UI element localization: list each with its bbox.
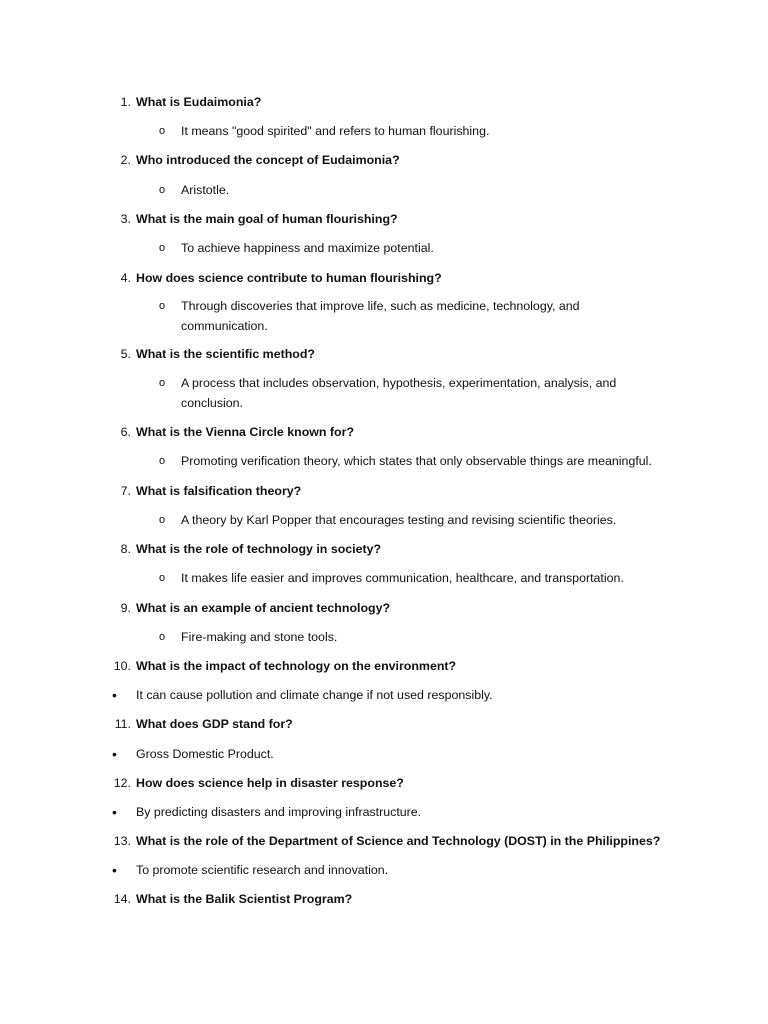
answer-text: It can cause pollution and climate change if not used responsibly. (136, 688, 493, 702)
question-number: 7. (120, 484, 131, 498)
answer-text: Promoting verification theory, which states that only observable things are meaningful. (181, 454, 652, 468)
sub-bullet-marker: o (159, 514, 166, 526)
sub-bullet-marker: o (159, 242, 166, 254)
answer-text: Fire-making and stone tools. (181, 630, 338, 644)
sub-bullet-marker: o (159, 300, 166, 312)
question-number: 5. (120, 347, 131, 361)
question-number: 8. (120, 542, 131, 556)
question-text: What is the role of technology in society? (136, 542, 382, 556)
question-text: What is Eudaimonia? (136, 95, 262, 109)
question-11 (114, 716, 293, 732)
answer-8 (159, 570, 624, 586)
question-10 (113, 658, 457, 674)
question-text: What is the main goal of human flourishing? (136, 212, 398, 226)
question-text: How does science help in disaster response? (136, 776, 404, 790)
question-8 (120, 541, 382, 557)
answer-5 (159, 374, 651, 413)
question-5 (120, 346, 315, 362)
question-text: What is the role of the Department of Science and Technology (DOST) in the Philippines? (136, 834, 661, 848)
question-2 (120, 152, 400, 168)
question-number: 12. (113, 776, 131, 790)
answer-text: To achieve happiness and maximize potential. (181, 241, 434, 255)
answer-text: To promote scientific research and innovation. (136, 863, 389, 877)
answer-1 (159, 123, 490, 139)
answer-7 (159, 512, 617, 528)
answer-text: A process that includes observation, hypothesis, experimentation, analysis, and conclusion. (181, 376, 617, 410)
question-9 (120, 600, 391, 616)
question-12 (113, 775, 404, 791)
question-text: What does GDP stand for? (136, 717, 293, 731)
question-text: What is falsification theory? (136, 484, 302, 498)
question-number: 2. (120, 153, 131, 167)
question-number: 13. (113, 834, 131, 848)
question-number: 11. (114, 717, 131, 731)
bullet-marker: • (112, 687, 117, 703)
answer-10 (112, 687, 493, 703)
question-number: 6. (120, 425, 131, 439)
answer-text: A theory by Karl Popper that encourages testing and revising scientific theories. (181, 513, 617, 527)
answer-3 (159, 240, 434, 256)
sub-bullet-marker: o (159, 455, 166, 467)
bullet-marker: • (112, 804, 117, 820)
question-text: What is the Balik Scientist Program? (136, 892, 353, 906)
question-number: 4. (120, 271, 131, 285)
sub-bullet-marker: o (159, 631, 166, 643)
answer-11 (112, 746, 274, 762)
question-13 (113, 833, 661, 849)
sub-bullet-marker: o (159, 184, 166, 196)
question-text: What is an example of ancient technology? (136, 601, 391, 615)
sub-bullet-marker: o (159, 125, 166, 137)
question-number: 3. (120, 212, 131, 226)
question-text: What is the Vienna Circle known for? (136, 425, 355, 439)
question-number: 1. (120, 95, 131, 109)
answer-9 (159, 629, 338, 645)
answer-text: Through discoveries that improve life, such as medicine, technology, and communication. (181, 299, 580, 333)
question-text: What is the impact of technology on the environment? (136, 659, 457, 673)
answer-12 (112, 804, 422, 820)
bullet-marker: • (112, 746, 117, 762)
answer-text: It means "good spirited" and refers to human flourishing. (181, 124, 490, 138)
question-number: 14. (113, 892, 131, 906)
question-1 (120, 94, 262, 110)
question-7 (120, 483, 302, 499)
answer-13 (112, 862, 389, 878)
question-text: What is the scientific method? (136, 347, 315, 361)
answer-6 (159, 453, 652, 469)
sub-bullet-marker: o (159, 377, 166, 389)
answer-text: Aristotle. (181, 183, 230, 197)
question-text: Who introduced the concept of Eudaimonia? (136, 153, 400, 167)
answer-text: It makes life easier and improves communication, healthcare, and transportation. (181, 571, 624, 585)
answer-4 (159, 297, 611, 336)
question-6 (120, 424, 355, 440)
question-number: 9. (120, 601, 131, 615)
question-text: How does science contribute to human flourishing? (136, 271, 442, 285)
question-4 (120, 270, 442, 286)
answer-2 (159, 182, 230, 198)
answer-text: By predicting disasters and improving infrastructure. (136, 805, 422, 819)
question-number: 10. (113, 659, 131, 673)
question-3 (120, 211, 398, 227)
bullet-marker: • (112, 862, 117, 878)
answer-text: Gross Domestic Product. (136, 747, 274, 761)
question-14 (113, 891, 353, 907)
sub-bullet-marker: o (159, 572, 166, 584)
